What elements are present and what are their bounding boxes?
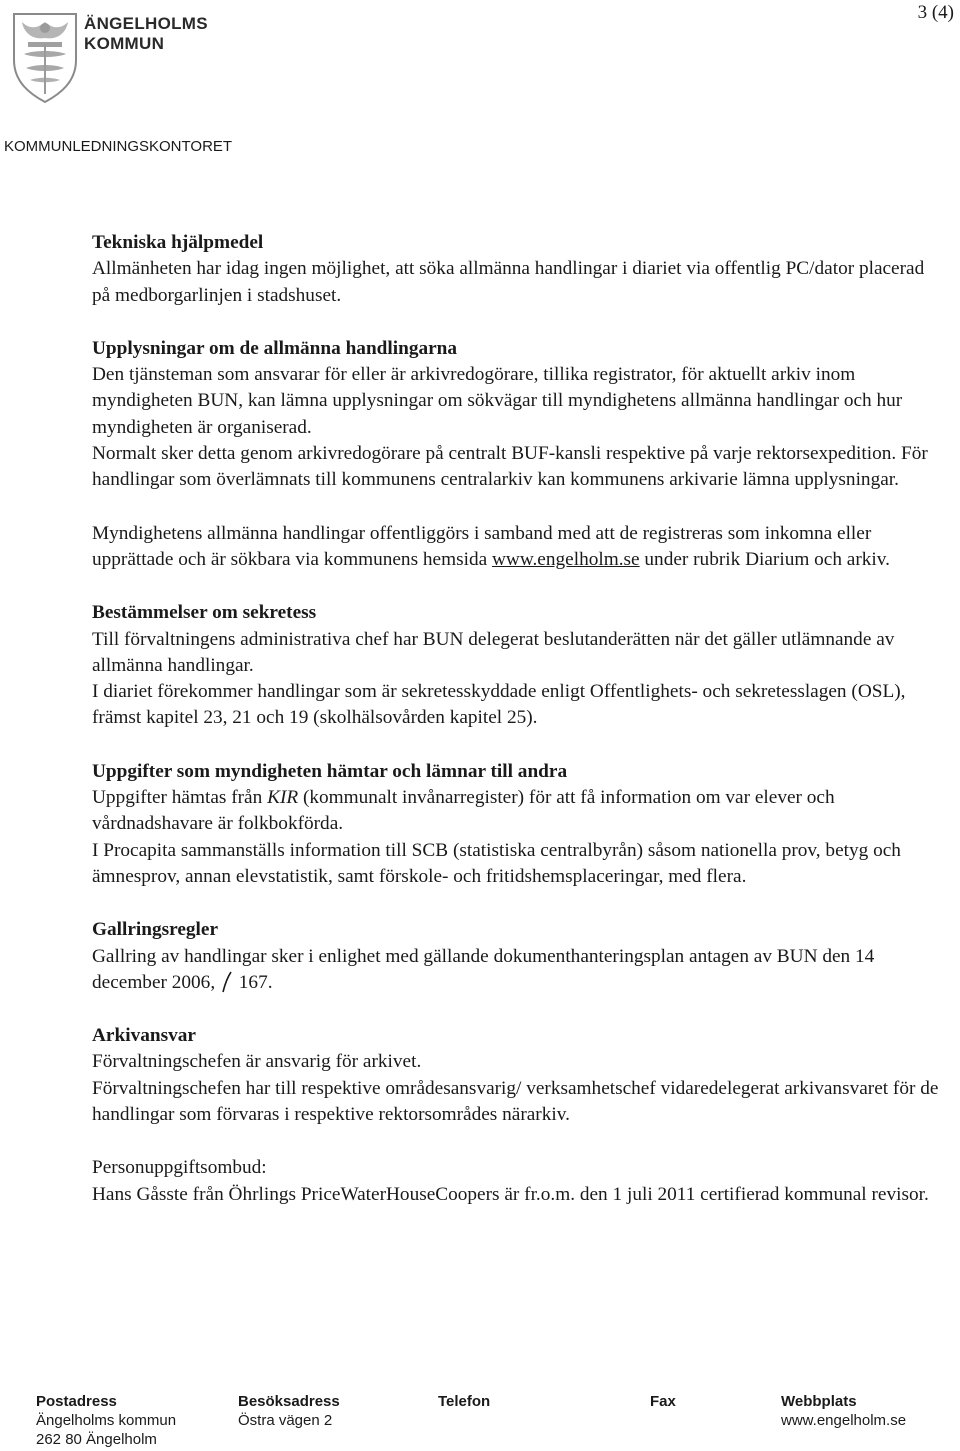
paragraph-secrecy-1: Till förvaltningens administrativa chef har BUN delegerat beslutanderätten när det gäller utlämnande av allmänna handlingar.: [92, 628, 895, 676]
footer-visit: [238, 1392, 340, 1430]
paragraph-archive-2: Förvaltningschefen har till respektive områdesansvarig/ verksamhetschef vidaredelegerat arkivansvaret för de handlingar som förvaras i respektive rektorsområdes närarkiv.: [92, 1077, 939, 1126]
privacy-officer-label: Personuppgiftsombud:: [92, 1157, 267, 1179]
gallring-text-after: 167.: [233, 971, 273, 993]
heading-document-info: Upplysningar om de allmänna handlingarna: [92, 337, 458, 359]
heading-tech-aids: Tekniska hjälpmedel: [92, 232, 264, 253]
paragraph-secrecy-2: I diariet förekommer handlingar som är sekretesskyddade enligt Offentlighets- och sekretesslagen (OSL), främst kapitel 23, 21 och 19 (skolhälsovården kapitel 25).: [92, 681, 906, 729]
paragraph-info-1: Den tjänsteman som ansvarar för eller är arkivredogörare, tillika registrator, för aktuellt arkiv inom myndigheten BUN, kan lämna upplysningar om sökvägar till myndighetens allmänna handlingar och hur myndigheten är organiserad.: [92, 364, 903, 438]
footer-web-value[interactable]: www.engelholm.se: [781, 1412, 907, 1429]
paragraph-info-3: [92, 521, 942, 574]
heading-archive-responsibility: Arkivansvar: [92, 1025, 196, 1047]
heading-gallring: Gallringsregler: [92, 919, 219, 941]
municipal-coat-of-arms-logo: [6, 8, 84, 106]
brand-line-1: ÄNGELHOLMS: [84, 14, 208, 33]
document-body: [92, 230, 942, 1208]
info-3-text-after: under rubrik Diarium och arkiv.: [639, 548, 890, 570]
section-sign-glyph-icon: [220, 970, 234, 994]
footer-visit-value: Östra vägen 2: [238, 1412, 333, 1429]
paragraph-data-exchange-1: [92, 785, 942, 838]
paragraph-archive-1: Förvaltningschefen är ansvarig för arkivet.: [92, 1051, 422, 1073]
page-number: 3 (4): [917, 2, 954, 23]
footer-postal-line-2: 262 80 Ängelholm: [36, 1431, 157, 1448]
footer-visit-label: Besöksadress: [238, 1393, 340, 1410]
heading-secrecy: Bestämmelser om sekretess: [92, 602, 317, 624]
footer-phone-label: Telefon: [438, 1393, 491, 1410]
data-exchange-text-after: (kommunalt invånarregister) för att få information om var elever och vårdnadshavare är folkbokförda.: [92, 787, 835, 835]
gallring-text-before: Gallring av handlingar sker i enlighet med gällande dokumenthanteringsplan antagen av BUN den 14 december 2006,: [92, 945, 875, 993]
paragraph-info-2: Normalt sker detta genom arkivredogörare på centralt BUF-kansli respektive på varje rektorsexpedition. För handlingar som överlämnats till kommunens centralarkiv kan kommunens arkivarie lämna upplysningar.: [92, 443, 928, 491]
paragraph-privacy-officer: Hans Gåsste från Öhrlings PriceWaterHouseCoopers är fr.o.m. den 1 juli 2011 certifierad kommunal revisor.: [92, 1183, 929, 1205]
footer-fax-label: Fax: [650, 1393, 676, 1410]
footer-postal: [36, 1392, 176, 1449]
paragraph-data-exchange-2: I Procapita sammanställs information till SCB (statistiska centralbyrån) såsom nationella prov, betyg och ämnesprov, annan elevstatistik, samt förskole- och fritidshemsplaceringar, med flera.: [92, 839, 901, 887]
info-3-text-before: Myndighetens allmänna handlingar offentliggörs i samband med att de registreras som inkomna eller upprättade och är sökbara via kommunens hemsida: [92, 522, 872, 570]
paragraph-gallring: [92, 944, 942, 997]
footer-web: [781, 1392, 906, 1430]
website-link[interactable]: www.engelholm.se: [491, 548, 640, 570]
footer-web-label: Webbplats: [781, 1393, 857, 1410]
footer-fax: [650, 1392, 676, 1411]
data-exchange-text-before: Uppgifter hämtas från: [92, 787, 268, 809]
brand-line-2: KOMMUN: [84, 34, 165, 53]
heading-data-exchange: Uppgifter som myndigheten hämtar och lämnar till andra: [92, 760, 568, 782]
footer-postal-line-1: Ängelholms kommun: [36, 1412, 177, 1429]
kir-term: KIR: [267, 787, 299, 809]
footer-postal-label: Postadress: [36, 1393, 117, 1410]
paragraph-tech-aids: Allmänheten har idag ingen möjlighet, att söka allmänna handlingar i diariet via offentlig PC/dator placerad på medborgarlinjen i stadshuset.: [92, 258, 925, 306]
municipality-brand: [84, 14, 208, 54]
department-name: KOMMUNLEDNINGSKONTORET: [4, 138, 233, 155]
footer-phone: [438, 1392, 490, 1411]
